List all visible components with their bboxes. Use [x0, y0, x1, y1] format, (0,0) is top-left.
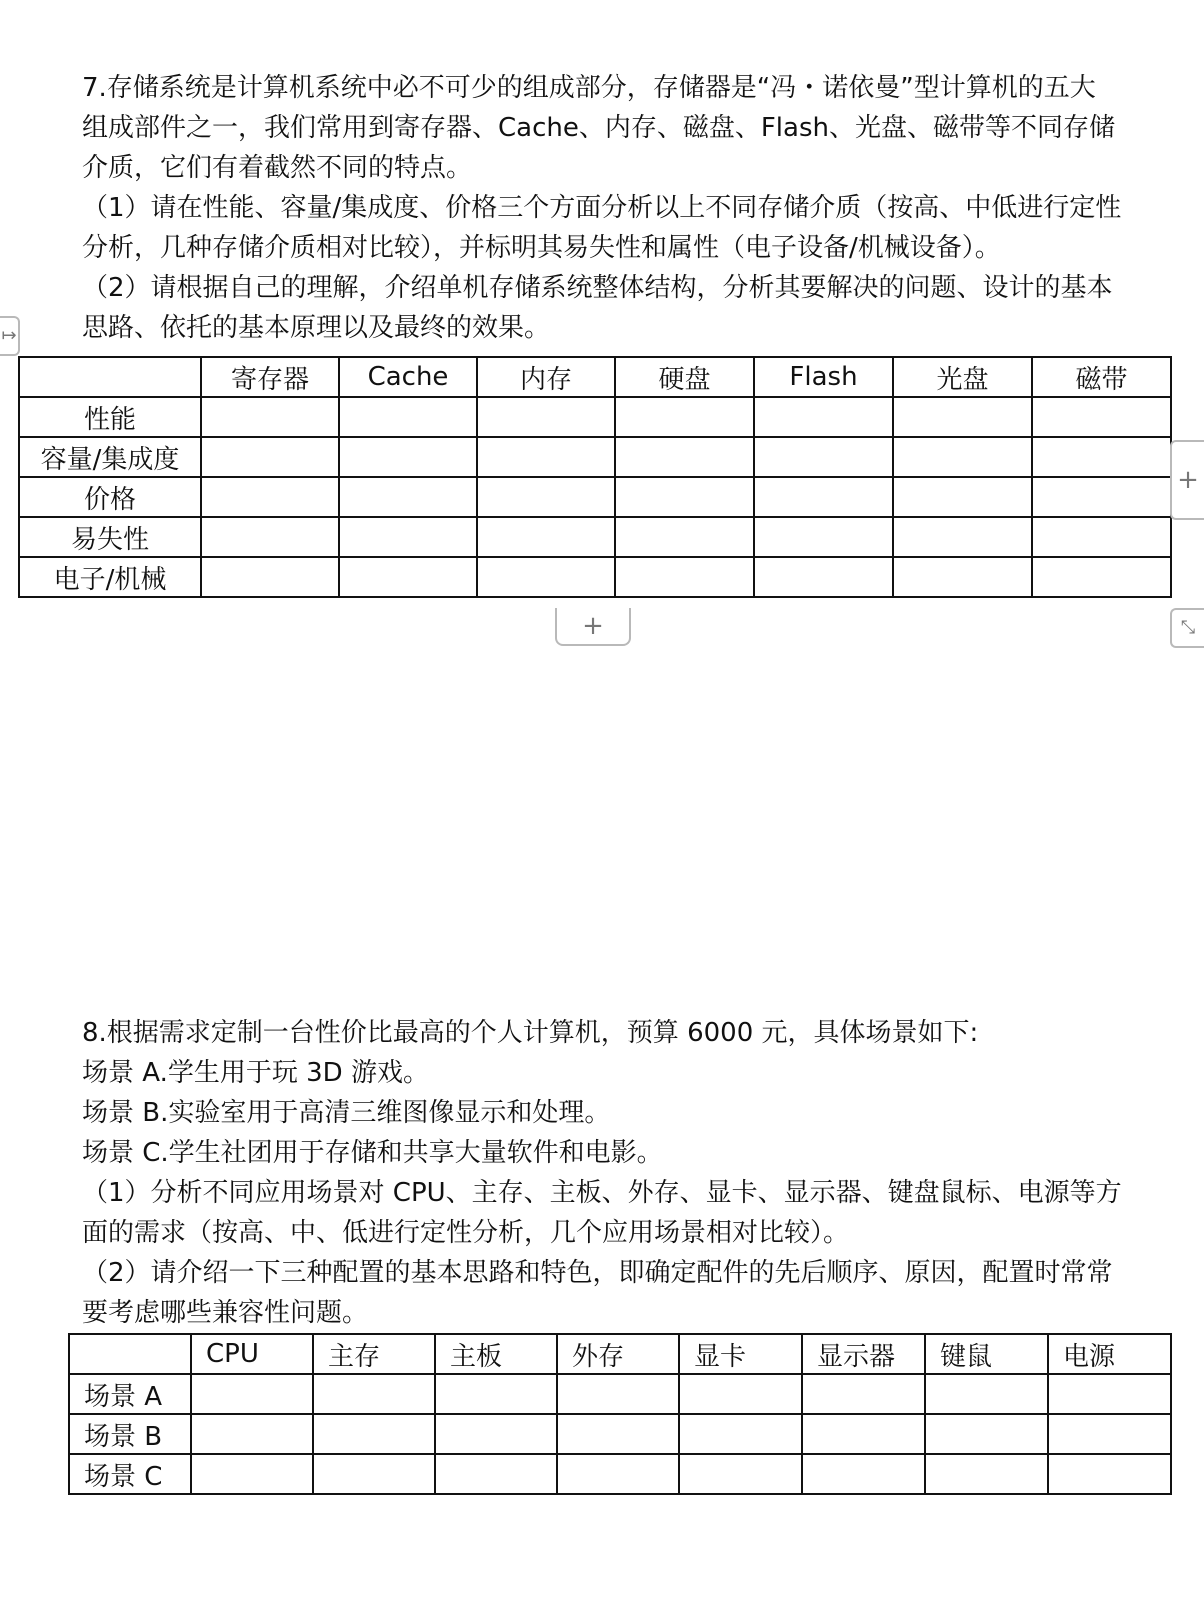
table-header-cell[interactable]: 主板 — [435, 1334, 557, 1374]
table-header-row — [69, 1334, 1171, 1374]
table-cell[interactable] — [679, 1414, 802, 1454]
table-cell[interactable] — [201, 397, 339, 437]
row-label-cell[interactable]: 容量/集成度 — [19, 437, 201, 477]
table-cell[interactable] — [1048, 1414, 1171, 1454]
table-cell[interactable] — [1048, 1454, 1171, 1494]
table-header-cell[interactable]: 外存 — [557, 1334, 679, 1374]
q7-line-1: 7.存储系统是计算机系统中必不可少的组成部分，存储器是“冯・诺依曼”型计算机的五大 — [82, 73, 1096, 103]
resize-table-icon[interactable]: ⤡ — [1170, 608, 1204, 648]
table-cell[interactable] — [802, 1454, 925, 1494]
table-header-cell[interactable]: 键鼠 — [925, 1334, 1048, 1374]
table-header-cell[interactable]: 显卡 — [679, 1334, 802, 1374]
table-cell[interactable] — [557, 1454, 679, 1494]
row-label-cell[interactable]: 场景 C — [69, 1454, 191, 1494]
table-cell[interactable] — [925, 1374, 1048, 1414]
q7-line-6: （2）请根据自己的理解，介绍单机存储系统整体结构，分析其要解决的问题、设计的基本 — [82, 273, 1113, 303]
table-header-cell[interactable]: 硬盘 — [615, 357, 754, 397]
table-cell[interactable] — [557, 1374, 679, 1414]
question-8 — [82, 1013, 1162, 1333]
q8-line-2: 场景 A.学生用于玩 3D 游戏。 — [82, 1058, 429, 1088]
table-cell[interactable] — [339, 517, 477, 557]
q8-line-7: （2）请介绍一下三种配置的基本思路和特色，即确定配件的先后顺序、原因，配置时常常 — [82, 1258, 1113, 1288]
table-cell[interactable] — [679, 1454, 802, 1494]
table-row — [19, 517, 1171, 557]
table-header-row — [19, 357, 1171, 397]
table-cell[interactable] — [893, 517, 1032, 557]
table-cell[interactable] — [477, 477, 615, 517]
table-cell[interactable] — [477, 517, 615, 557]
table-header-cell[interactable]: 主存 — [313, 1334, 435, 1374]
drag-handle-icon[interactable]: ↦ — [0, 316, 20, 356]
table-cell[interactable] — [893, 557, 1032, 597]
table-cell[interactable] — [615, 397, 754, 437]
table-row — [19, 477, 1171, 517]
table-cell[interactable] — [615, 517, 754, 557]
table-header-cell[interactable]: 电源 — [1048, 1334, 1171, 1374]
table-cell[interactable] — [1048, 1374, 1171, 1414]
table-cell[interactable] — [477, 557, 615, 597]
q7-line-7: 思路、依托的基本原理以及最终的效果。 — [82, 313, 551, 343]
table-cell[interactable] — [754, 557, 893, 597]
add-column-button[interactable]: + — [1170, 440, 1204, 520]
table-row — [69, 1374, 1171, 1414]
table-cell[interactable] — [191, 1454, 313, 1494]
table-cell[interactable] — [313, 1454, 435, 1494]
table-cell[interactable] — [557, 1414, 679, 1454]
table-cell[interactable] — [339, 437, 477, 477]
table-cell[interactable] — [313, 1374, 435, 1414]
table-cell[interactable] — [339, 477, 477, 517]
table-cell[interactable] — [615, 557, 754, 597]
table-cell[interactable] — [1032, 437, 1171, 477]
row-label-cell[interactable]: 场景 A — [69, 1374, 191, 1414]
table-cell[interactable] — [477, 437, 615, 477]
table-cell[interactable] — [1032, 397, 1171, 437]
table-cell[interactable] — [615, 437, 754, 477]
table-header-cell[interactable]: CPU — [191, 1334, 313, 1374]
table-cell[interactable] — [201, 437, 339, 477]
table-header-cell[interactable]: Cache — [339, 357, 477, 397]
q8-line-6: 面的需求（按高、中、低进行定性分析，几个应用场景相对比较）。 — [82, 1218, 850, 1248]
table-cell[interactable] — [201, 517, 339, 557]
table-header-cell[interactable]: 磁带 — [1032, 357, 1171, 397]
table-cell[interactable] — [754, 437, 893, 477]
table-cell[interactable] — [615, 477, 754, 517]
table-cell[interactable] — [191, 1374, 313, 1414]
table-header-cell[interactable]: 显示器 — [802, 1334, 925, 1374]
table-row — [69, 1454, 1171, 1494]
table-cell[interactable] — [477, 397, 615, 437]
table-cell[interactable] — [925, 1414, 1048, 1454]
table-cell[interactable] — [339, 397, 477, 437]
table-cell[interactable] — [313, 1414, 435, 1454]
table-row — [69, 1414, 1171, 1454]
table-header-cell[interactable]: 光盘 — [893, 357, 1032, 397]
row-label-cell[interactable]: 电子/机械 — [19, 557, 201, 597]
q7-line-4: （1）请在性能、容量/集成度、价格三个方面分析以上不同存储介质（按高、中低进行定性 — [82, 193, 1122, 223]
table-row — [19, 557, 1171, 597]
q8-line-1: 8.根据需求定制一台性价比最高的个人计算机，预算 6000 元，具体场景如下: — [82, 1018, 979, 1048]
q8-line-5: （1）分析不同应用场景对 CPU、主存、主板、外存、显卡、显示器、键盘鼠标、电源等方 — [82, 1178, 1122, 1208]
table-cell[interactable] — [435, 1454, 557, 1494]
table-cell[interactable] — [893, 397, 1032, 437]
table-cell[interactable] — [893, 477, 1032, 517]
table-cell[interactable] — [339, 557, 477, 597]
table-cell[interactable] — [1032, 477, 1171, 517]
table-cell[interactable] — [201, 477, 339, 517]
q8-line-3: 场景 B.实验室用于高清三维图像显示和处理。 — [82, 1098, 611, 1128]
table-cell[interactable] — [201, 557, 339, 597]
table-cell[interactable] — [802, 1414, 925, 1454]
table-row — [19, 397, 1171, 437]
table-header-cell[interactable] — [19, 357, 201, 397]
table-cell[interactable] — [191, 1414, 313, 1454]
table-cell[interactable] — [754, 517, 893, 557]
q7-line-5: 分析，几种存储介质相对比较），并标明其易失性和属性（电子设备/机械设备）。 — [82, 233, 1001, 263]
table-cell[interactable] — [1032, 517, 1171, 557]
q8-line-4: 场景 C.学生社团用于存储和共享大量软件和电影。 — [82, 1138, 663, 1168]
question-7 — [82, 68, 1162, 348]
table-cell[interactable] — [679, 1374, 802, 1414]
table-header-cell[interactable]: 寄存器 — [201, 357, 339, 397]
table-header-cell[interactable]: Flash — [754, 357, 893, 397]
row-label-cell[interactable]: 价格 — [19, 477, 201, 517]
table-cell[interactable] — [802, 1374, 925, 1414]
storage-media-table — [18, 356, 1172, 598]
table-cell[interactable] — [435, 1414, 557, 1454]
table-row — [19, 437, 1171, 477]
table-cell[interactable] — [754, 477, 893, 517]
table-header-cell[interactable] — [69, 1334, 191, 1374]
table-cell[interactable] — [893, 437, 1032, 477]
add-row-button[interactable]: + — [555, 608, 631, 646]
row-label-cell[interactable]: 性能 — [19, 397, 201, 437]
table-cell[interactable] — [925, 1454, 1048, 1494]
row-label-cell[interactable]: 易失性 — [19, 517, 201, 557]
table-cell[interactable] — [754, 397, 893, 437]
q8-line-8: 要考虑哪些兼容性问题。 — [82, 1298, 369, 1328]
pc-config-table — [68, 1333, 1172, 1495]
table-header-cell[interactable]: 内存 — [477, 357, 615, 397]
table-cell[interactable] — [435, 1374, 557, 1414]
q7-line-2: 组成部件之一，我们常用到寄存器、Cache、内存、磁盘、Flash、光盘、磁带等不同存储 — [82, 113, 1115, 143]
table-cell[interactable] — [1032, 557, 1171, 597]
row-label-cell[interactable]: 场景 B — [69, 1414, 191, 1454]
q7-line-3: 介质，它们有着截然不同的特点。 — [82, 153, 473, 183]
